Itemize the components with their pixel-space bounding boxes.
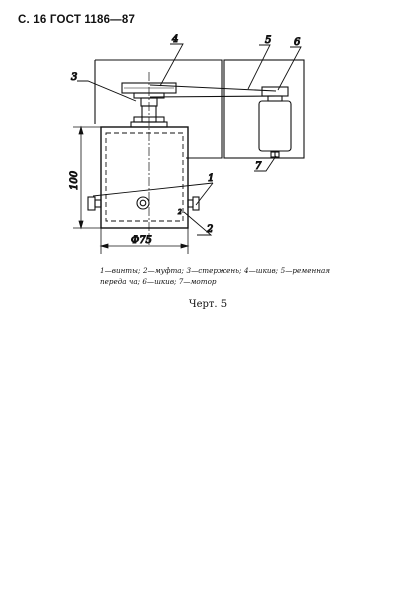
motor	[259, 101, 291, 158]
callout-5: 5	[265, 35, 272, 46]
dimension-height-label: 100	[69, 170, 80, 190]
callout-3: 3	[71, 72, 78, 83]
figure-legend: 1—винты; 2—муфта; 3—стержень; 4—шкив; 5—ременная переда ча; 6—шкив; 7—мотор	[100, 266, 330, 286]
callout-4: 4	[172, 34, 179, 45]
center-hole	[137, 197, 149, 209]
screw-left	[88, 197, 101, 210]
belt	[150, 85, 276, 97]
callout-6: 6	[294, 37, 301, 48]
leader-lines	[77, 44, 301, 235]
dimension-diameter-label: Φ75	[131, 235, 152, 246]
callout-7: 7	[255, 161, 262, 172]
frame-panels	[95, 60, 304, 158]
page-header: С. 16 ГОСТ 1186—87	[18, 14, 136, 26]
pulley-right	[262, 87, 288, 101]
figure-caption: Черт. 5	[188, 299, 228, 310]
housing	[101, 127, 188, 228]
callout-1: 1	[208, 173, 215, 184]
callout-2: 2	[207, 224, 214, 235]
part-2-small-mark: 2	[178, 209, 182, 216]
